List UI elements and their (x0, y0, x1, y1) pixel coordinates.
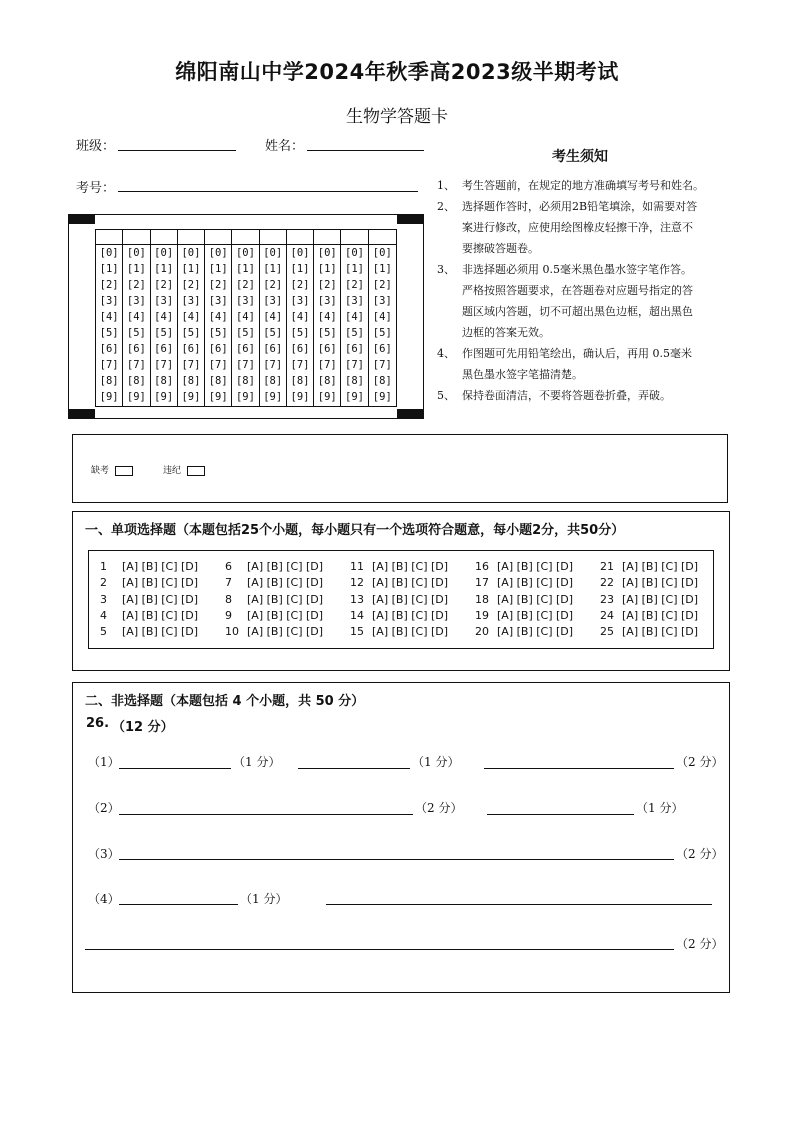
id-digit-bubble[interactable]: [4] (126, 311, 146, 323)
id-digit-bubble[interactable]: [4] (181, 311, 201, 323)
choice-row[interactable] (225, 575, 323, 591)
choice-row[interactable] (225, 608, 323, 624)
answer-options[interactable]: [A] [B] [C] [D] (247, 608, 324, 622)
choice-row[interactable] (600, 559, 698, 575)
id-digit-bubble[interactable]: [1] (99, 263, 119, 275)
id-digit-bubble[interactable]: [9] (235, 391, 255, 403)
student-id-grid-box (68, 214, 424, 419)
choice-row[interactable] (225, 624, 323, 640)
page-title: 绵阳南山中学2024年秋季高2023级半期考试 (175, 60, 619, 84)
answer-line[interactable] (119, 859, 674, 860)
id-digit-bubble[interactable]: [2] (154, 279, 174, 291)
absent-label: 缺考 (91, 466, 110, 476)
id-digit-bubble[interactable]: [3] (235, 295, 255, 307)
id-digit-entry-box[interactable] (287, 230, 313, 245)
score-label: （1 分） (412, 755, 460, 769)
id-digit-bubble[interactable]: [0] (263, 247, 283, 259)
answer-options[interactable]: [A] [B] [C] [D] (622, 625, 699, 639)
answer-line[interactable] (119, 904, 238, 905)
question-number: 9 (225, 608, 232, 622)
id-digit-column (232, 230, 259, 406)
question-number: 24 (600, 608, 614, 622)
id-digit-bubble[interactable]: [4] (99, 311, 119, 323)
question-number: 6 (225, 560, 232, 573)
id-digit-bubble[interactable]: [4] (154, 311, 174, 323)
id-digit-bubble[interactable]: [9] (290, 391, 310, 403)
answer-line[interactable] (85, 949, 674, 950)
question-number: 18 (475, 592, 489, 606)
answer-options[interactable]: [A] [B] [C] [D] (247, 576, 324, 590)
id-digit-bubble[interactable]: [9] (345, 391, 364, 403)
id-digit-bubble[interactable]: [8] (317, 375, 337, 387)
question-number: 12 (350, 576, 364, 590)
id-digit-entry-box[interactable] (369, 230, 396, 245)
id-digit-bubble[interactable]: [7] (290, 359, 310, 371)
id-digit-bubble[interactable]: [1] (290, 263, 310, 275)
choice-row[interactable] (100, 575, 198, 591)
answer-options[interactable]: [A] [B] [C] [D] (497, 608, 574, 622)
id-digit-bubble[interactable]: [1] (372, 263, 392, 275)
question-number: 25 (600, 625, 614, 639)
id-digit-column (96, 230, 123, 406)
exam-number-label: 考号： (76, 181, 116, 196)
choice-row[interactable] (475, 592, 573, 608)
id-digit-bubble[interactable]: [3] (345, 295, 364, 307)
score-label: （2 分） (415, 801, 463, 815)
answer-options[interactable]: [A] [B] [C] [D] (622, 560, 699, 573)
id-digit-bubble[interactable]: [6] (345, 343, 364, 355)
id-digit-bubble[interactable]: [8] (208, 375, 228, 387)
score-label: （2 分） (676, 937, 724, 951)
exam-number-field[interactable] (118, 191, 418, 192)
answer-options[interactable]: [A] [B] [C] [D] (497, 576, 574, 590)
score-label: （1 分） (636, 801, 684, 815)
question-number: 15 (350, 625, 364, 639)
answer-options[interactable]: [A] [B] [C] [D] (622, 576, 699, 590)
id-digit-bubble[interactable]: [3] (126, 295, 146, 307)
notice-item: 3、 非选择题必须用 0.5毫米黑色墨水签字笔作答。 严格按照答题要求，在答题卷对应题号指定的答 题区域内答题，切不可超出黑色边框，超出黑色 边框的答案无效。 (437, 263, 693, 339)
id-digit-bubble[interactable]: [1] (181, 263, 201, 275)
part-2-label: （2） (88, 801, 120, 815)
score-label: （2 分） (676, 847, 724, 861)
answer-options[interactable]: [A] [B] [C] [D] (372, 560, 449, 573)
id-digit-bubble[interactable]: [8] (263, 375, 283, 387)
id-digit-bubble[interactable]: [6] (317, 343, 337, 355)
absent-marker (91, 463, 133, 476)
answer-line[interactable] (487, 814, 634, 815)
id-digit-bubble[interactable]: [9] (154, 391, 174, 403)
answer-line[interactable] (119, 814, 413, 815)
id-digit-bubble[interactable]: [0] (126, 247, 146, 259)
answer-options[interactable]: [A] [B] [C] [D] (122, 576, 199, 590)
score-label: （2 分） (676, 755, 724, 769)
id-digit-bubble[interactable]: [8] (372, 375, 392, 387)
choice-column (600, 559, 698, 640)
id-digit-bubble[interactable]: [5] (290, 327, 310, 339)
answer-options[interactable]: [A] [B] [C] [D] (372, 576, 449, 590)
question-number: 11 (350, 560, 364, 573)
id-digit-bubble[interactable]: [5] (208, 327, 228, 339)
id-digit-bubble[interactable]: [5] (345, 327, 364, 339)
id-digit-bubble[interactable]: [7] (154, 359, 174, 371)
multiple-choice-grid (88, 550, 714, 649)
id-digit-bubble[interactable]: [6] (372, 343, 392, 355)
id-digit-bubble[interactable]: [0] (317, 247, 337, 259)
id-digit-column (314, 230, 341, 406)
answer-options[interactable]: [A] [B] [C] [D] (247, 560, 324, 573)
question-26-score: （12 分） (112, 720, 174, 735)
id-digit-bubble[interactable]: [7] (99, 359, 119, 371)
question-number: 7 (225, 576, 232, 590)
id-digit-bubble[interactable]: [5] (126, 327, 146, 339)
choice-row[interactable] (475, 608, 573, 624)
id-digit-bubble[interactable]: [3] (290, 295, 310, 307)
choice-row[interactable] (475, 624, 573, 640)
id-digit-bubble[interactable]: [1] (154, 263, 174, 275)
choice-row[interactable] (225, 559, 323, 575)
id-digit-column (369, 230, 396, 406)
student-id-grid (95, 229, 397, 407)
id-digit-bubble[interactable]: [4] (263, 311, 283, 323)
id-digit-bubble[interactable]: [1] (126, 263, 146, 275)
id-digit-bubble[interactable]: [3] (181, 295, 201, 307)
id-digit-bubble[interactable]: [8] (235, 375, 255, 387)
id-digit-bubble[interactable]: [4] (317, 311, 337, 323)
answer-line[interactable] (326, 904, 712, 905)
id-digit-bubble[interactable]: [7] (208, 359, 228, 371)
id-digit-bubble[interactable]: [9] (208, 391, 228, 403)
id-digit-bubble[interactable]: [3] (317, 295, 337, 307)
id-digit-bubble[interactable]: [6] (126, 343, 146, 355)
id-digit-bubble[interactable]: [9] (372, 391, 392, 403)
choice-row[interactable] (475, 575, 573, 591)
choice-row[interactable] (100, 592, 198, 608)
id-digit-bubble[interactable]: [1] (208, 263, 228, 275)
id-digit-bubble[interactable]: [7] (126, 359, 146, 371)
id-digit-bubble[interactable]: [1] (263, 263, 283, 275)
id-digit-bubble[interactable]: [9] (263, 391, 283, 403)
id-digit-bubble[interactable]: [4] (235, 311, 255, 323)
question-number: 5 (100, 625, 107, 639)
answer-line[interactable] (298, 768, 410, 769)
question-number: 13 (350, 592, 364, 606)
answer-options[interactable]: [A] [B] [C] [D] (497, 592, 574, 606)
choice-row[interactable] (600, 608, 698, 624)
id-digit-bubble[interactable]: [6] (99, 343, 119, 355)
id-digit-bubble[interactable]: [6] (290, 343, 310, 355)
id-digit-bubble[interactable]: [3] (372, 295, 392, 307)
question-number: 4 (100, 608, 107, 622)
id-digit-bubble[interactable]: [5] (317, 327, 337, 339)
choice-row[interactable] (350, 592, 448, 608)
answer-options[interactable]: [A] [B] [C] [D] (247, 625, 324, 639)
violation-label: 违纪 (163, 466, 182, 476)
id-digit-entry-box[interactable] (232, 230, 258, 245)
answer-line[interactable] (484, 768, 674, 769)
answer-options[interactable]: [A] [B] [C] [D] (122, 625, 199, 639)
page-subtitle: 生物学答题卡 (346, 107, 448, 127)
id-digit-bubble[interactable]: [9] (99, 391, 119, 403)
id-digit-bubble[interactable]: [7] (263, 359, 283, 371)
question-number: 3 (100, 592, 107, 606)
choice-row[interactable] (350, 575, 448, 591)
class-label: 班级： (76, 139, 116, 154)
question-number: 8 (225, 592, 232, 606)
answer-options[interactable]: [A] [B] [C] [D] (122, 592, 199, 606)
question-number: 1 (100, 560, 107, 573)
id-digit-column (123, 230, 150, 406)
violation-checkbox[interactable] (187, 466, 205, 476)
id-digit-bubble[interactable]: [2] (235, 279, 255, 291)
id-digit-bubble[interactable]: [3] (154, 295, 174, 307)
question-number: 21 (600, 560, 614, 573)
choice-row[interactable] (100, 624, 198, 640)
id-digit-bubble[interactable]: [6] (208, 343, 228, 355)
answer-line[interactable] (119, 768, 231, 769)
id-digit-bubble[interactable]: [5] (181, 327, 201, 339)
id-digit-bubble[interactable]: [3] (208, 295, 228, 307)
id-digit-bubble[interactable]: [8] (181, 375, 201, 387)
class-field[interactable] (118, 150, 236, 151)
status-box (72, 434, 728, 503)
notice-item: 2、 选择题作答时，必须用2B铅笔填涂，如需要对答 案进行修改，应使用绘图橡皮轻擦干净，注意不 要擦破答题卷。 (437, 200, 698, 255)
id-digit-bubble[interactable]: [1] (235, 263, 255, 275)
id-digit-bubble[interactable]: [8] (154, 375, 174, 387)
id-digit-bubble[interactable]: [5] (235, 327, 255, 339)
choice-row[interactable] (100, 608, 198, 624)
question-number: 14 (350, 608, 364, 622)
id-digit-bubble[interactable]: [0] (208, 247, 228, 259)
id-digit-bubble[interactable]: [5] (154, 327, 174, 339)
answer-options[interactable]: [A] [B] [C] [D] (622, 608, 699, 622)
id-digit-bubble[interactable]: [2] (263, 279, 283, 291)
id-digit-bubble[interactable]: [9] (317, 391, 337, 403)
section2-title: 二、非选择题（本题包括 4 个小题，共 50 分） (85, 694, 365, 709)
id-digit-bubble[interactable]: [2] (208, 279, 228, 291)
id-digit-bubble[interactable]: [0] (345, 247, 364, 259)
id-digit-bubble[interactable]: [2] (290, 279, 310, 291)
answer-options[interactable]: [A] [B] [C] [D] (372, 608, 449, 622)
id-digit-column (178, 230, 205, 406)
alignment-mark (397, 215, 423, 224)
id-digit-bubble[interactable]: [6] (181, 343, 201, 355)
id-digit-bubble[interactable]: [4] (345, 311, 364, 323)
answer-options[interactable]: [A] [B] [C] [D] (622, 592, 699, 606)
notice-list (437, 175, 727, 406)
name-field[interactable] (307, 150, 424, 151)
choice-column (475, 559, 573, 640)
part-1-label: （1） (88, 755, 120, 769)
choice-row[interactable] (225, 592, 323, 608)
id-digit-bubble[interactable]: [0] (154, 247, 174, 259)
id-digit-bubble[interactable]: [2] (181, 279, 201, 291)
id-digit-bubble[interactable]: [1] (317, 263, 337, 275)
choice-column (350, 559, 448, 640)
id-digit-bubble[interactable]: [0] (181, 247, 201, 259)
id-digit-bubble[interactable]: [7] (181, 359, 201, 371)
id-digit-bubble[interactable]: [7] (235, 359, 255, 371)
id-digit-bubble[interactable]: [8] (99, 375, 119, 387)
id-digit-bubble[interactable]: [9] (181, 391, 201, 403)
choice-row[interactable] (600, 575, 698, 591)
id-digit-bubble[interactable]: [6] (235, 343, 255, 355)
alignment-mark (69, 409, 95, 418)
id-digit-bubble[interactable]: [2] (126, 279, 146, 291)
notice-item: 5、 保持卷面清洁，不要将答题卷折叠，弄破。 (437, 389, 671, 402)
id-digit-bubble[interactable]: [6] (154, 343, 174, 355)
question-number: 16 (475, 560, 489, 573)
id-digit-bubble[interactable]: [2] (317, 279, 337, 291)
answer-options[interactable]: [A] [B] [C] [D] (122, 608, 199, 622)
id-digit-bubble[interactable]: [0] (235, 247, 255, 259)
notice-item: 4、 作图题可先用铅笔绘出，确认后，再用 0.5毫米 黑色墨水签字笔描清楚。 (437, 347, 692, 381)
id-digit-entry-box[interactable] (314, 230, 340, 245)
question-number: 10 (225, 625, 239, 639)
choice-row[interactable] (350, 624, 448, 640)
name-label: 姓名： (265, 139, 305, 154)
answer-options[interactable]: [A] [B] [C] [D] (247, 592, 324, 606)
id-digit-bubble[interactable]: [0] (99, 247, 119, 259)
id-digit-bubble[interactable]: [4] (208, 311, 228, 323)
choice-row[interactable] (600, 592, 698, 608)
answer-options[interactable]: [A] [B] [C] [D] (122, 560, 199, 573)
id-digit-entry-box[interactable] (178, 230, 204, 245)
choice-column (100, 559, 198, 640)
answer-options[interactable]: [A] [B] [C] [D] (497, 560, 574, 573)
id-digit-bubble[interactable]: [2] (372, 279, 392, 291)
id-digit-bubble[interactable]: [8] (290, 375, 310, 387)
question-26-number: 26. (86, 716, 110, 731)
id-digit-bubble[interactable]: [5] (372, 327, 392, 339)
section1-title: 一、单项选择题（本题包括25个小题，每小题只有一个选项符合题意，每小题2分，共50分） (85, 523, 625, 538)
id-digit-bubble[interactable]: [8] (345, 375, 364, 387)
id-digit-bubble[interactable]: [9] (126, 391, 146, 403)
absent-checkbox[interactable] (115, 466, 133, 476)
id-digit-column (260, 230, 287, 406)
choice-row[interactable] (100, 559, 198, 575)
id-digit-column (151, 230, 178, 406)
answer-options[interactable]: [A] [B] [C] [D] (372, 592, 449, 606)
choice-column (225, 559, 323, 640)
choice-row[interactable] (350, 559, 448, 575)
id-digit-bubble[interactable]: [3] (263, 295, 283, 307)
part-3-label: （3） (88, 847, 120, 861)
id-digit-entry-box[interactable] (123, 230, 149, 245)
choice-row[interactable] (350, 608, 448, 624)
score-label: （1 分） (240, 892, 288, 906)
id-digit-bubble[interactable]: [7] (317, 359, 337, 371)
id-digit-bubble[interactable]: [1] (345, 263, 364, 275)
choice-row[interactable] (475, 559, 573, 575)
id-digit-bubble[interactable]: [4] (290, 311, 310, 323)
alignment-mark (69, 215, 95, 224)
id-digit-entry-box[interactable] (96, 230, 122, 245)
question-number: 23 (600, 592, 614, 606)
notice-title: 考生须知 (552, 149, 608, 165)
question-number: 2 (100, 576, 107, 590)
id-digit-bubble[interactable]: [7] (345, 359, 364, 371)
id-digit-column (341, 230, 368, 406)
id-digit-bubble[interactable]: [2] (345, 279, 364, 291)
alignment-mark (397, 409, 423, 418)
id-digit-bubble[interactable]: [0] (372, 247, 392, 259)
question-number: 17 (475, 576, 489, 590)
id-digit-entry-box[interactable] (260, 230, 286, 245)
id-digit-entry-box[interactable] (151, 230, 177, 245)
score-label: （1 分） (233, 755, 281, 769)
id-digit-bubble[interactable]: [2] (99, 279, 119, 291)
answer-options[interactable]: [A] [B] [C] [D] (497, 625, 574, 639)
choice-row[interactable] (600, 624, 698, 640)
question-number: 20 (475, 625, 489, 639)
question-number: 19 (475, 608, 489, 622)
id-digit-bubble[interactable]: [7] (372, 359, 392, 371)
id-digit-bubble[interactable]: [0] (290, 247, 310, 259)
id-digit-entry-box[interactable] (341, 230, 367, 245)
id-digit-bubble[interactable]: [6] (263, 343, 283, 355)
notice-item: 1、 考生答题前，在规定的地方准确填写考号和姓名。 (437, 179, 704, 192)
question-number: 22 (600, 576, 614, 590)
id-digit-bubble[interactable]: [8] (126, 375, 146, 387)
violation-marker (163, 463, 205, 476)
id-digit-bubble[interactable]: [3] (99, 295, 119, 307)
id-digit-column (205, 230, 232, 406)
id-digit-column (287, 230, 314, 406)
answer-options[interactable]: [A] [B] [C] [D] (372, 625, 449, 639)
id-digit-entry-box[interactable] (205, 230, 231, 245)
id-digit-bubble[interactable]: [5] (99, 327, 119, 339)
id-digit-bubble[interactable]: [4] (372, 311, 392, 323)
id-digit-bubble[interactable]: [5] (263, 327, 283, 339)
part-4-label: （4） (88, 892, 120, 906)
